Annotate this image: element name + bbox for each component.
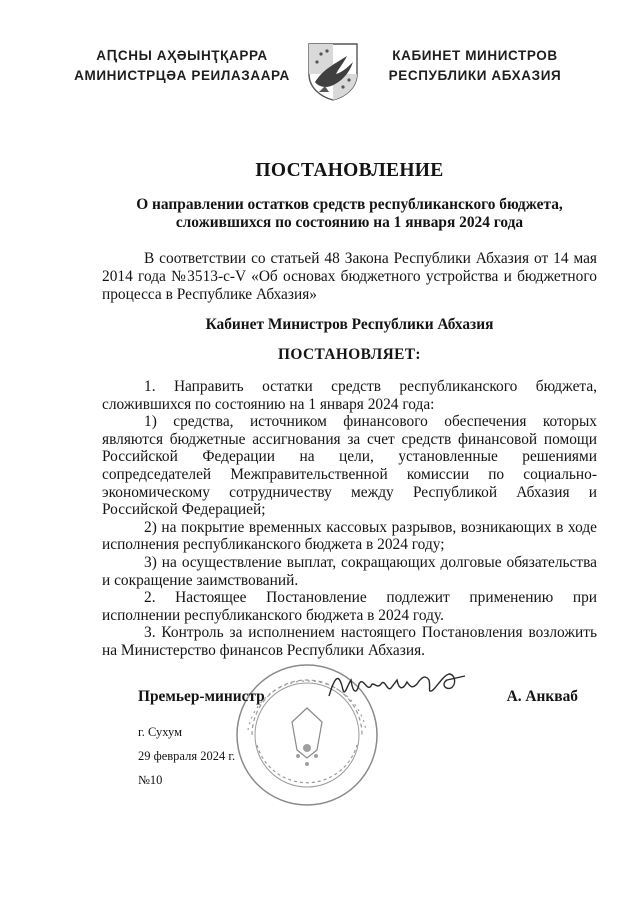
letterhead-abkhaz-line2: АМИНИСТРЦӘА РЕИЛАЗААРА <box>74 68 290 83</box>
subject-line-1: О направлении остатков средств республиканского бюджета, <box>136 196 563 213</box>
decrees-heading: ПОСТАНОВЛЯЕТ: <box>278 346 421 363</box>
decree-items <box>102 378 597 660</box>
document-subject <box>102 196 597 232</box>
document-meta <box>138 720 235 792</box>
letterhead-russian-line2: РЕСПУБЛИКИ АБХАЗИЯ <box>388 68 562 83</box>
signatory-name: А. Анкваб <box>506 688 578 705</box>
letterhead-russian-line1: КАБИНЕТ МИНИСТРОВ <box>392 48 558 63</box>
signatory-role: Премьер-министр <box>138 688 265 705</box>
abkhazia-coat-of-arms-icon <box>303 40 363 102</box>
decree-item-1: 1. Направить остатки средств республиканского бюджета, сложившихся по состоянию на 1 января 2024 года: <box>102 378 597 413</box>
decree-subitem-1: 1) средства, источником финансового обеспечения которых являются бюджетные ассигнования за счет средств финансовой помощи Российской Федерации на цели, установленные решениями сопредседателей Межправительственной комиссии по социально-экономическому сотрудничеству между Республикой Абхазия и Российской Федерацией; <box>102 413 597 519</box>
place-of-issue: г. Сухум <box>138 725 183 739</box>
decree-subitem-2: 2) на покрытие временных кассовых разрывов, возникающих в ходе исполнения республиканского бюджета в 2024 году; <box>102 518 597 554</box>
document-title: ПОСТАНОВЛЕНИЕ <box>255 160 444 181</box>
letterhead-abkhaz <box>72 46 292 86</box>
issuing-body: Кабинет Министров Республики Абхазия <box>205 316 494 333</box>
decree-subitem-3: 3) на осуществление выплат, сокращающих долговые обязательства и сокращение заимствований. <box>102 553 597 589</box>
subject-line-2: сложившихся по состоянию на 1 января 2024 года <box>175 214 524 231</box>
preamble: В соответствии со статьей 48 Закона Республики Абхазия от 14 мая 2014 года №3513-с-V «Об основах бюджетного устройства и бюджетного процесса в Республике Абхазия» <box>102 250 597 303</box>
document-number: №10 <box>138 773 163 787</box>
letterhead-russian <box>370 46 580 86</box>
issue-date: 29 февраля 2024 г. <box>138 749 236 763</box>
decree-item-3: 3. Контроль за исполнением настоящего Постановления возложить на Министерство финансов Республики Абхазия. <box>102 624 597 659</box>
letterhead <box>0 36 640 106</box>
decree-item-2: 2. Настоящее Постановление подлежит применению при исполнении республиканского бюджета в 2024 году. <box>102 589 597 624</box>
letterhead-abkhaz-line1: АԤСНЫ АҲӘЫНҬҚАРРА <box>96 48 268 63</box>
